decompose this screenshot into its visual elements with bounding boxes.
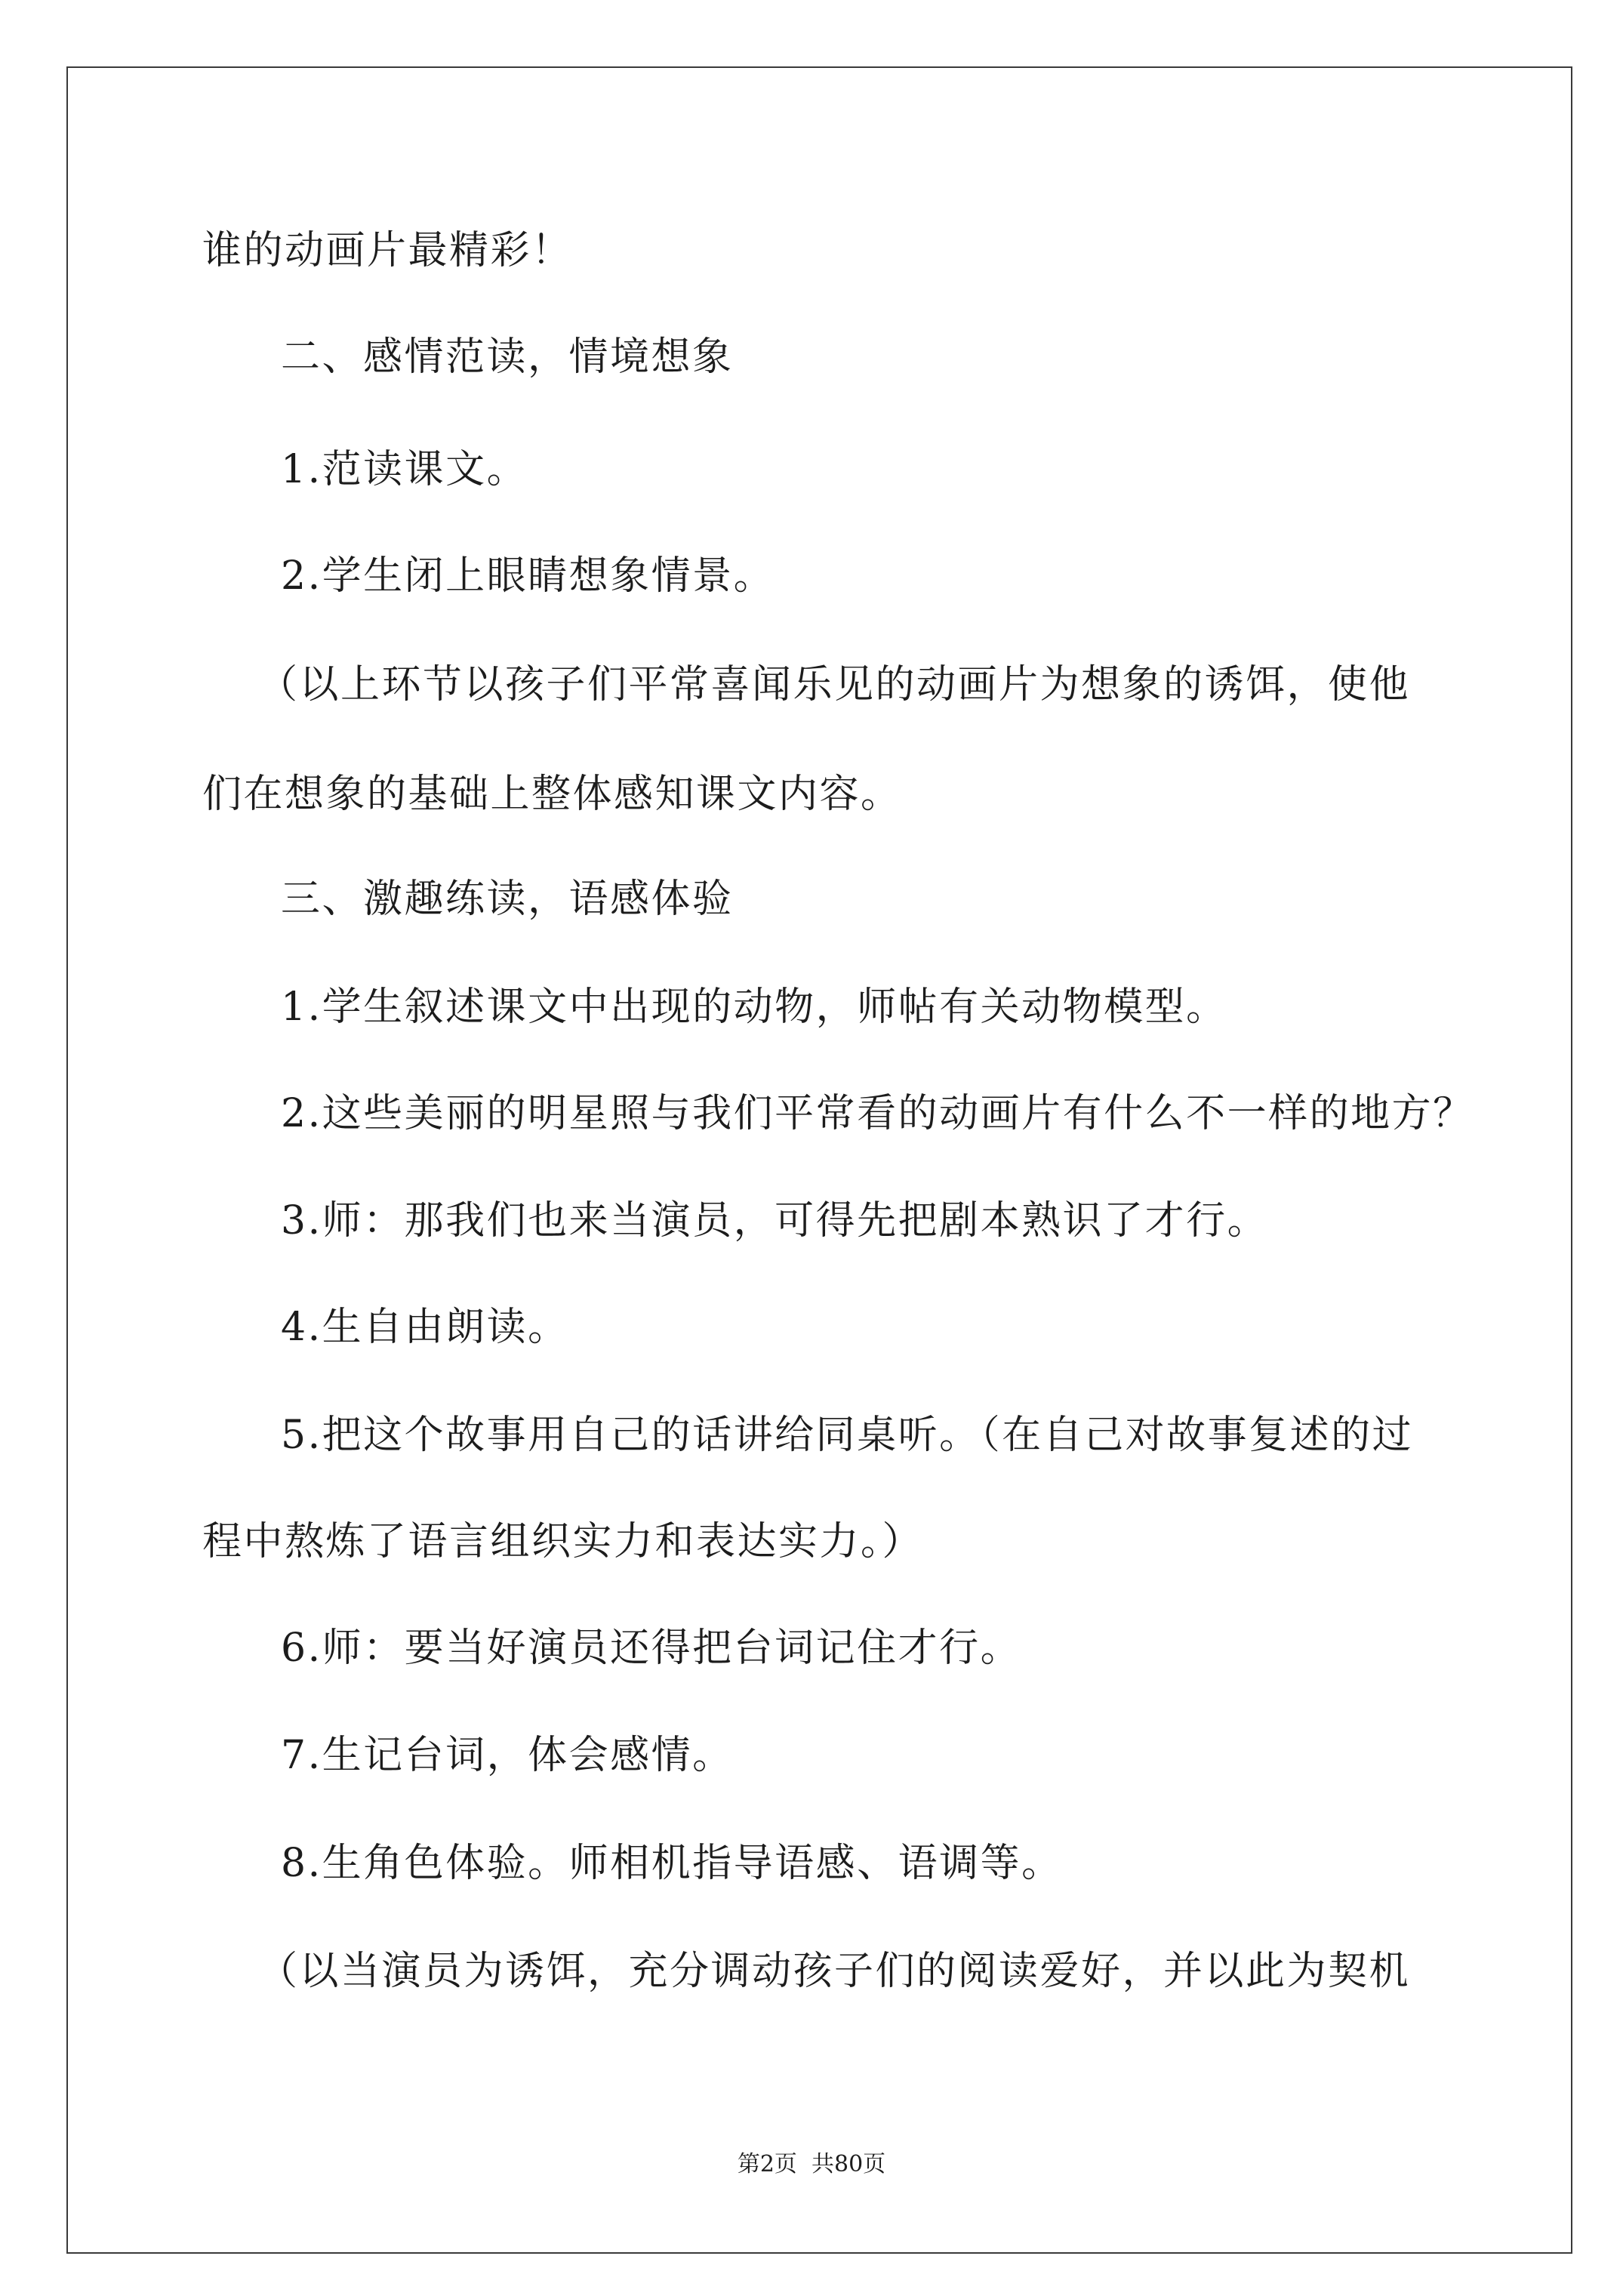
paragraph-note-continuation: 们在想象的基础上整体感知课文内容。	[202, 772, 902, 817]
list-item: 8.生角色体验。师相机指导语感、语调等。	[281, 1841, 1063, 1886]
list-item: 7.生记台词，体会感情。	[281, 1733, 734, 1778]
list-item: 2.这些美丽的明星照与我们平常看的动画片有什么不一样的地方？	[281, 1091, 1474, 1136]
paragraph-line-continuation: 谁的动画片最精彩！	[202, 228, 573, 273]
list-item-continuation: 程中熬炼了语言组织实力和表达实力。）	[202, 1519, 924, 1564]
section-heading-two: 二、感情范读，情境想象	[281, 334, 734, 380]
page-number-footer: 第2页 共80页	[737, 2151, 886, 2177]
list-item: 5.把这个故事用自己的话讲给同桌听。（在自己对故事复述的过	[281, 1413, 1414, 1458]
list-item: 4.生自由朗读。	[281, 1305, 569, 1350]
list-item: 1.范读课文。	[281, 447, 528, 492]
list-item: 6.师：要当好演员还得把台词记住才行。	[281, 1626, 1022, 1671]
list-item: 1.学生叙述课文中出现的动物，师帖有关动物模型。	[281, 985, 1227, 1030]
paragraph-note: （以上环节以孩子们平常喜闻乐见的动画片为想象的诱饵，使他	[258, 662, 1411, 707]
list-item: 2.学生闭上眼睛想象情景。	[281, 553, 775, 599]
section-heading-three: 三、激趣练读，语感体验	[281, 877, 734, 922]
page-border	[66, 66, 1572, 2254]
paragraph-note: （以当演员为诱饵，充分调动孩子们的阅读爱好，并以此为契机	[258, 1949, 1411, 1994]
list-item: 3.师：那我们也来当演员，可得先把剧本熟识了才行。	[281, 1198, 1269, 1244]
